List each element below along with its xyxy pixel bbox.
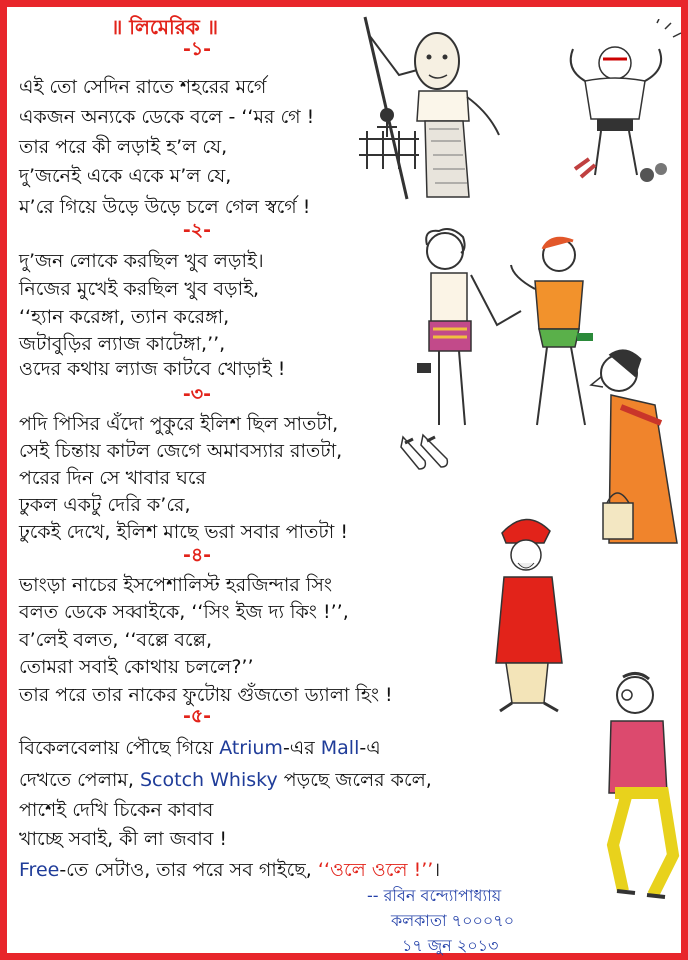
stanza-1-line-5: ম’রে গিয়ে উড়ে উড়ে চলে গেল স্বর্গে !	[19, 196, 311, 218]
old-man-with-stick-illustration	[359, 9, 529, 209]
stanza-4-number: -৪-	[182, 544, 212, 566]
stanza-5-number: -৫-	[182, 705, 212, 727]
stanza-2-line-2: নিজের মুখেই করছিল খুব বড়াই,	[19, 278, 260, 300]
stanza-1-line-4: দু’জনেই একে একে ম’ল যে,	[19, 165, 232, 187]
slippers-illustration	[397, 431, 457, 479]
stanza-5-line-4: খাচ্ছে সবাই, কী লা জবাব !	[19, 828, 228, 850]
stanza-3-number: -৩-	[182, 383, 212, 405]
stanza-5-line-5: Free-তে সেটাও, তার পরে সব গাইছে, ‘‘ওলে ওলে !’’।	[19, 859, 441, 881]
stanza-4-line-5: তার পরে তার নাকের ফুটোয় গুঁজতো ড্যালা হিং !	[19, 684, 393, 706]
woman-with-bag-illustration	[581, 333, 685, 563]
signature-author: -- রবিন বন্দ্যোপাধ্যায়	[367, 886, 502, 905]
stanza-3-line-5: ঢুকেই দেখে, ইলিশ মাছে ভরা সবার পাতটা !	[19, 521, 348, 543]
stanza-2-line-5: ওদের কথায় ল্যাজ কাটবে খোড়াই !	[19, 358, 286, 380]
walking-man-illustration	[583, 665, 688, 905]
stanza-4-line-2: বলত ডেকে সব্বাইকে, ‘‘সিং ইজ দ্য কিং !’’,	[19, 601, 349, 623]
stanza-2-line-4: জটাবুড়ির ল্যাজ কাটেঙ্গা,’’,	[19, 333, 226, 355]
bodybuilder-illustration	[545, 19, 687, 199]
stanza-1-line-1: এই তো সেদিন রাতে শহরের মর্গে	[19, 76, 267, 98]
stanza-5-line-1: বিকেলবেলায় পৌছে গিয়ে Atrium-এর Mall-এ	[19, 737, 381, 759]
turbaned-man-illustration	[472, 507, 582, 717]
stanza-1-line-3: তার পরে কী লড়াই হ’ল যে,	[19, 136, 228, 158]
stanza-3-line-1: পদি পিসির এঁদো পুকুরে ইলিশ ছিল সাতটা,	[19, 413, 339, 435]
stanza-3-line-4: ঢুকল একটু দেরি ক’রে,	[19, 494, 191, 516]
stanza-3-line-3: পরের দিন সে খাবার ঘরে	[19, 467, 206, 489]
stanza-2-number: -২-	[182, 219, 212, 241]
stanza-2-line-3: ‘‘হ্যান করেঙ্গা, ত্যান করেঙ্গা,	[19, 306, 230, 328]
stanza-4-line-1: ভাংড়া নাচের ইসপেশালিস্ট হরজিন্দার সিং	[19, 574, 333, 596]
page-title: ॥ লিমেরিক ॥	[111, 15, 219, 39]
stanza-2-line-1: দু’জন লোকে করছিল খুব লড়াই।	[19, 250, 264, 272]
signature-date: ১৭ জুন ২০১৩	[402, 936, 499, 955]
stanza-1-line-2: একজন অন্যকে ডেকে বলে - ‘‘মর গে !	[19, 106, 315, 128]
stanza-4-line-3: ব’লেই বলত, ‘‘বল্লে বল্লে,	[19, 629, 213, 651]
stanza-1-number: -১-	[182, 38, 212, 60]
stanza-4-line-4: তোমরা সবাই কোথায় চললে?’’	[19, 656, 254, 678]
signature-place: কলকাতা ৭০০০৭০	[391, 911, 515, 930]
stanza-3-line-2: সেই চিন্তায় কাটল জেগে অমাবস্যার রাতটা,	[19, 440, 343, 462]
stanza-5-line-2: দেখতে পেলাম, Scotch Whisky পড়ছে জলের কলে,	[19, 769, 432, 791]
stanza-5-line-3: পাশেই দেখি চিকেন কাবাব	[19, 799, 214, 821]
